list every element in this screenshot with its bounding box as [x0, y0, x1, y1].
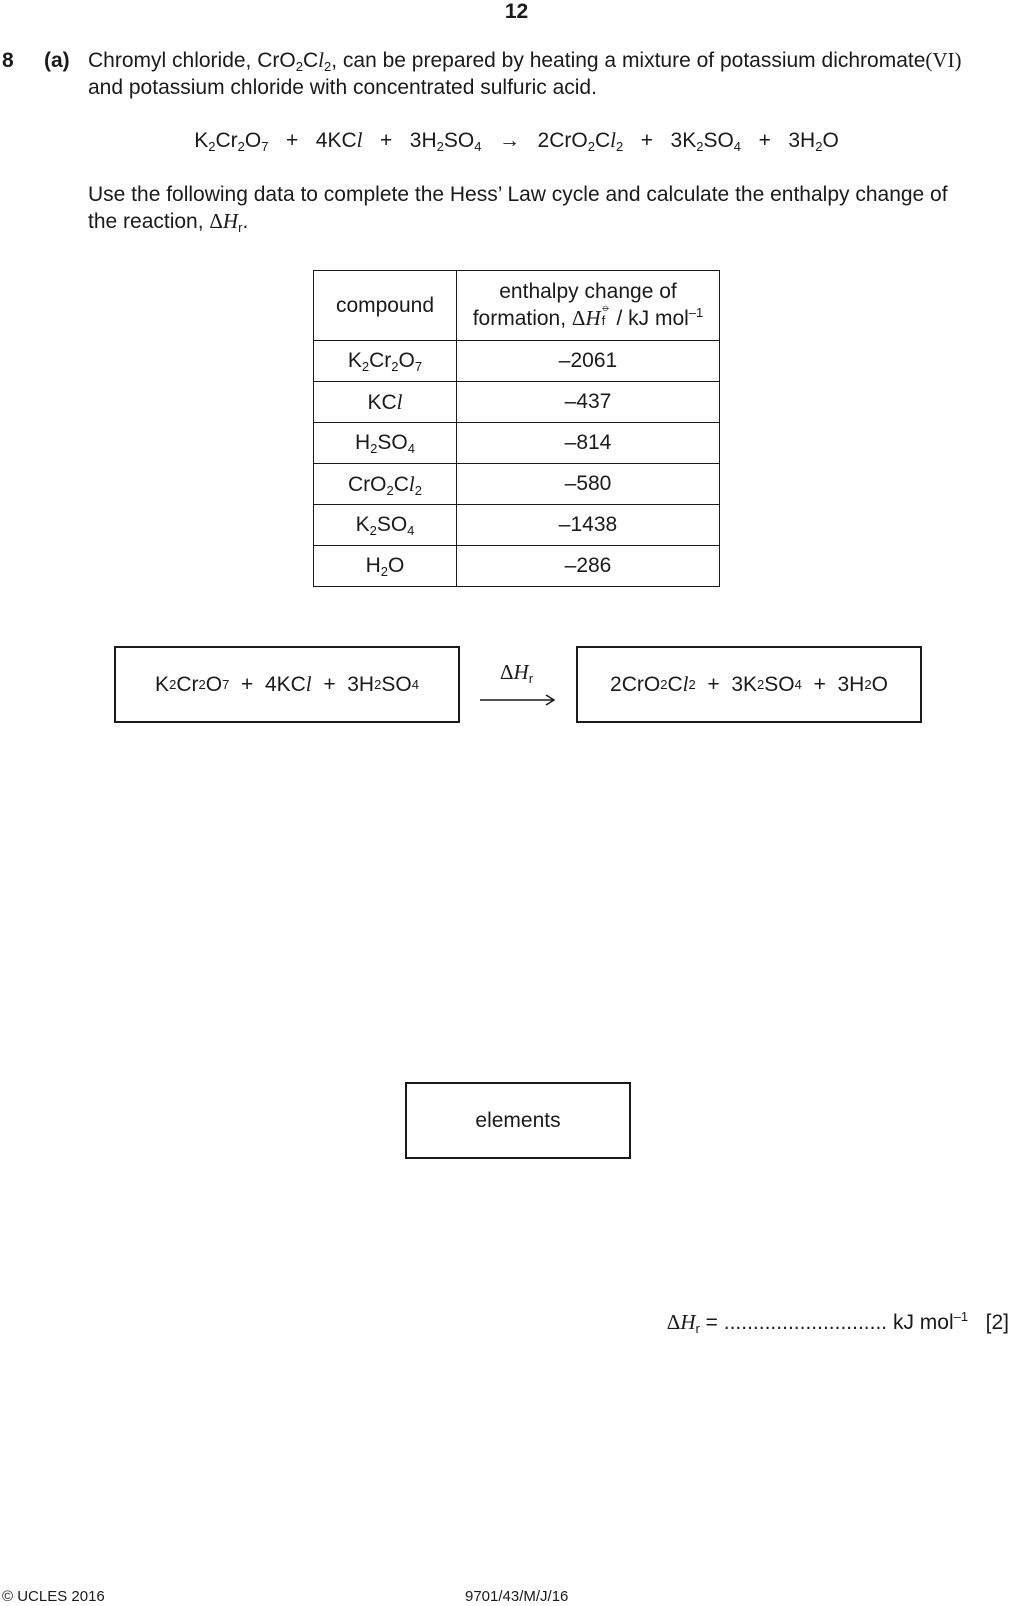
table-row — [314, 546, 720, 587]
standard-state-icon: ⦵ — [600, 300, 611, 314]
table-row — [314, 423, 720, 464]
question-instruction: Use the following data to complete the Hess’ Law cycle and calculate the enthalpy change of the reaction, $\Delta H_r$. — [88, 183, 948, 235]
compound-cell: $K_2Cr_2O_7$ — [314, 341, 457, 382]
table-row — [314, 341, 720, 382]
marks-label: [2] — [985, 1311, 1009, 1334]
value-cell: –2061 — [457, 341, 720, 382]
header-enthalpy: enthalpy change of formation, ΔH ⦵ f / kJ mol$^{-1}$ — [457, 271, 720, 341]
arrow-label: $\Delta H_r$ — [500, 660, 534, 686]
value-cell: –286 — [457, 546, 720, 587]
question-intro — [88, 47, 1033, 101]
compound-cell: $H_2O$ — [314, 546, 457, 587]
table-row — [314, 464, 720, 505]
enthalpy-data-table — [313, 270, 720, 587]
question-number: 8 — [2, 49, 14, 72]
intro-line-1: Chromyl chloride, $CrO_2Cl_2$, can be prepared by heating a mixture of potassium dichromate(VI) — [88, 48, 962, 74]
table-row — [314, 382, 720, 423]
value-cell: –1438 — [457, 505, 720, 546]
products-box: 2CrO 2 C l 2 + 3K 2 SO 4 + 3H 2 O — [576, 646, 922, 723]
footer-code: 9701/43/M/J/16 — [465, 1588, 569, 1605]
compound-cell: $K_2SO_4$ — [314, 505, 457, 546]
reaction-arrow-icon — [478, 692, 558, 708]
compound-cell: KCl — [314, 382, 457, 423]
reactants-box: K 2 Cr 2 O 7 + 4KC l + 3H 2 SO 4 — [114, 646, 460, 723]
reaction-arrow: → — [499, 128, 520, 152]
footer-copyright: © UCLES 2016 — [2, 1588, 105, 1605]
compound-cell: $H_2SO_4$ — [314, 423, 457, 464]
header-compound: compound — [314, 271, 457, 341]
table-row — [314, 505, 720, 546]
intro-line-2: and potassium chloride with concentrated sulfuric acid. — [88, 76, 597, 99]
question-part: (a) — [44, 49, 70, 72]
table-header-row — [314, 271, 720, 341]
value-cell: –437 — [457, 382, 720, 423]
value-cell: –580 — [457, 464, 720, 505]
page-number: 12 — [504, 0, 529, 23]
elements-box: elements — [405, 1082, 631, 1159]
compound-cell: $CrO_2Cl_2$ — [314, 464, 457, 505]
reaction-equation: $K_2Cr_2O_7$ + 4KCl + $3H_2SO_4$ → $2CrO_2Cl_2$ + $3K_2SO_4$ + $3H_2O$ — [194, 128, 839, 154]
value-cell: –814 — [457, 423, 720, 464]
answer-line[interactable]: $\Delta H_r$ = ............................ kJ mol$^{-1}$ [2] — [666, 1309, 1009, 1336]
